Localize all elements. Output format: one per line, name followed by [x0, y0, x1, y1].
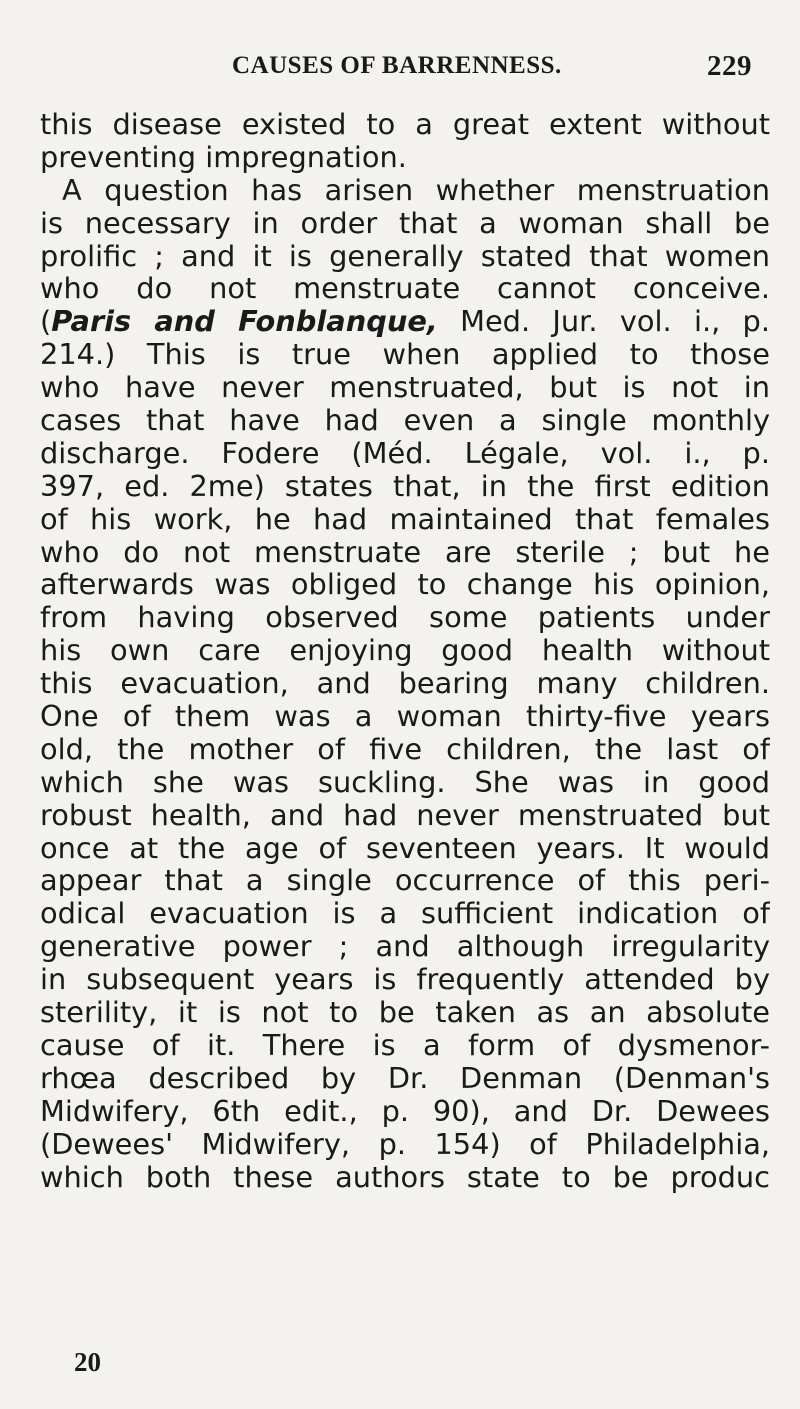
text-line: robust health, and had never menstruated but — [40, 798, 770, 832]
citation-authors: Paris and Fonblanque, — [51, 305, 438, 339]
text-line: once at the age of seventeen years. It would — [40, 831, 770, 865]
text-line: One of them was a woman thirty-five years — [40, 700, 770, 733]
text-line: cases that have had even a single monthly — [40, 404, 770, 437]
body-text — [40, 108, 770, 1193]
text-line: which she was suckling. She was in good — [40, 765, 770, 799]
signature-mark: 20 — [74, 1347, 101, 1377]
text-line: odical evacuation is a sufficient indication of — [40, 897, 770, 931]
text-line: 397, ed. 2me) states that, in the first edition — [40, 469, 770, 503]
text-line: appear that a single occurrence of this peri- — [40, 864, 770, 898]
text-line: rhœa described by Dr. Denman (Denman's — [40, 1061, 770, 1095]
citation-open-paren: ( — [40, 305, 52, 339]
text-line: preventing impregnation. — [40, 140, 407, 174]
text-line: cause of it. There is a form of dysmenor- — [40, 1028, 770, 1062]
text-line: of his work, he had maintained that females — [40, 502, 770, 536]
text-line: from having observed some patients under — [40, 601, 770, 635]
text-line: generative power ; and although irregularity — [40, 930, 770, 964]
text-line: his own care enjoying good health without — [40, 634, 770, 668]
citation-rest: Med. Jur. vol. i., p. — [460, 305, 770, 339]
page-number: 229 — [707, 50, 752, 82]
text-line: afterwards was obliged to change his opinion, — [40, 568, 770, 602]
text-line: who do not menstruate cannot conceive. — [40, 272, 770, 306]
text-line: who have never menstruated, but is not in — [40, 371, 770, 405]
text-line: A question has arisen whether menstruation — [62, 173, 770, 207]
text-line: old, the mother of five children, the last of — [40, 732, 770, 766]
text-line: who do not menstruate are sterile ; but he — [40, 535, 770, 569]
text-line: prolific ; and it is generally stated that women — [40, 239, 770, 273]
text-line: (Dewees' Midwifery, p. 154) of Philadelphia, — [40, 1127, 770, 1161]
text-line: is necessary in order that a woman shall be — [40, 206, 770, 240]
text-line-citation — [40, 305, 770, 338]
text-line: this evacuation, and bearing many children. — [40, 667, 770, 701]
text-line: 214.) This is true when applied to those — [40, 338, 770, 372]
running-title: CAUSES OF BARRENNESS. — [232, 52, 562, 79]
running-head — [232, 52, 752, 88]
text-line: in subsequent years is frequently attended by — [40, 963, 770, 997]
text-line: Midwifery, 6th edit., p. 90), and Dr. Dewees — [40, 1094, 770, 1128]
text-line: discharge. Fodere (Méd. Légale, vol. i., p. — [40, 436, 770, 470]
text-line: which both these authors state to be produc — [40, 1160, 770, 1194]
text-line: this disease existed to a great extent without — [40, 108, 770, 141]
text-line: sterility, it is not to be taken as an absolute — [40, 996, 770, 1029]
